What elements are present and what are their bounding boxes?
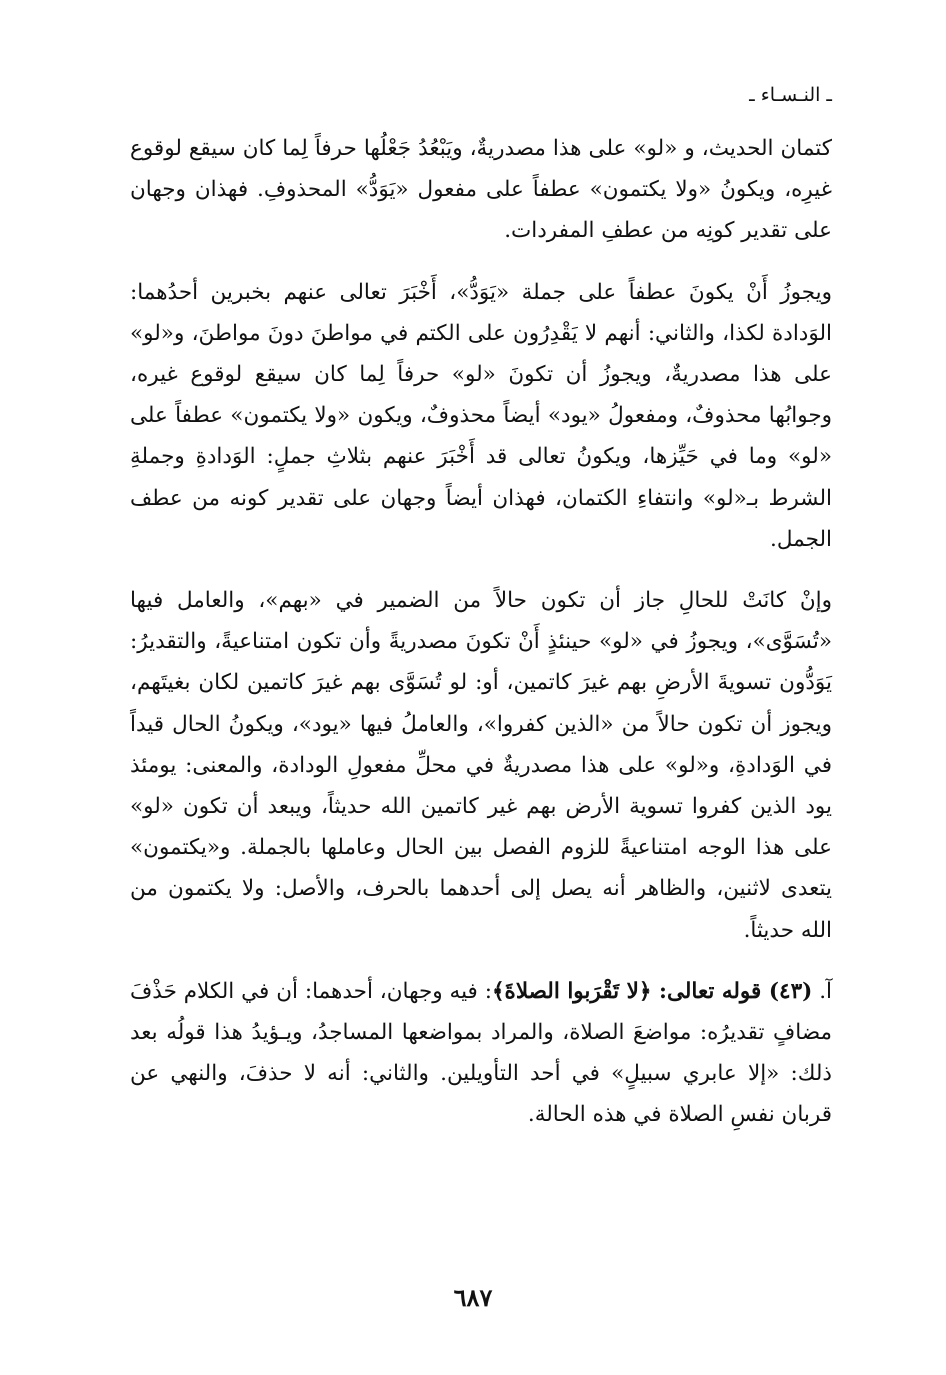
running-header: ـ النـسـاء ـ (749, 84, 832, 106)
main-text (130, 128, 832, 1136)
paragraph-4 (130, 971, 832, 1136)
paragraph-1: كتمان الحديث، و «لو» على هذا مصدريةٌ، ويَبْعُدُ جَعْلُها حرفاً لِما كان سيقع لوقوع غيرِه، ويكونُ «ولا يكتمون» عطفاً على مفعول «يَوَدُّ» المحذوفِ. فهذان وجهان على تقدير كونِه من عطفِ المفردات. (130, 136, 832, 244)
verse-reference: (٤٣) قوله تعالى: ﴿لا تَقْرَبوا الصلاةَ﴾ (491, 978, 813, 1004)
paragraph-2: ويجوزُ أَنْ يكونَ عطفاً على جملة «يَوَدُّ»، أَخْبَرَ تعالى عنهم بخبرين أحدُهما: الوَدادة لكذا، والثاني: أنهم لا يَقْدِرُون على الكتم في مواطنَ دونَ مواطنَ، و«لو» على هذا مصدريةٌ، ويجوزُ أن تكونَ «لو» حرفاً لِما كان سيقع لوقوع غيره، وجوابُها محذوفٌ، ومفعولُ «يود» أيضاً محذوفٌ، ويكون «ولا يكتمون» عطفاً على «لو» وما في حَيِّزها، ويكونُ تعالى قد أَخْبَرَ عنهم بثلاثِ جملٍ: الوَدادةِ وجملةِ الشرط بـ«لو» وانتفاءِ الكتمان، فهذان أيضاً وجهان على تقدير كونه من عطف الجمل. (130, 279, 832, 552)
paragraph-3: وإنْ كانَتْ للحالِ جاز أن تكون حالاً من الضمير في «بهم»، والعامل فيها «تُسَوَّى»، ويجوزُ في «لو» حينئذٍ أَنْ تكونَ مصدريةً وأن تكون امتناعيةً، والتقديرُ: يَوَدُّون تسويةَ الأرضِ بهم غيرَ كاتمين، أو: لو تُسَوَّى بهم غيرَ كاتمين لكان بغيتَهم، ويجوز أن تكون حالاً من «الذين كفروا»، والعاملُ فيها «يود»، ويكونُ الحال قيداً في الوَدادةِ، و«لو» على هذا مصدريةٌ في محلِّ مفعولِ الودادة، والمعنى: يومئذ يود الذين كفروا تسوية الأرض بهم غير كاتمين الله حديثاً، ويبعد أن تكون «لو» على هذا الوجه امتناعيةً للزوم الفصل بين الحال وعاملها بالجملة. و«يكتمون» يتعدى لاثنين، والظاهر أنه يصل إلى أحدهما بالحرف، والأصل: ولا يكتمون من الله حديثاً. (130, 588, 832, 943)
page-number: ٦٨٧ (453, 1283, 493, 1312)
paragraph-4-text: : فيه وجهان، أحدهما: أن في الكلام حَذْفَ مضافٍ تقديرُه: مواضعَ الصلاة، والمراد بمواضعها المساجدُ، ويـؤيدُ هذا قولُه بعد ذلك: «إلا عابري سبيلٍ» في أحد التأويلين. والثاني: أنه لا حذفَ، والنهي عن قربان نفسِ الصلاة في هذه الحالة. (130, 978, 832, 1128)
paragraph-4-lead: آ. (819, 978, 832, 1004)
